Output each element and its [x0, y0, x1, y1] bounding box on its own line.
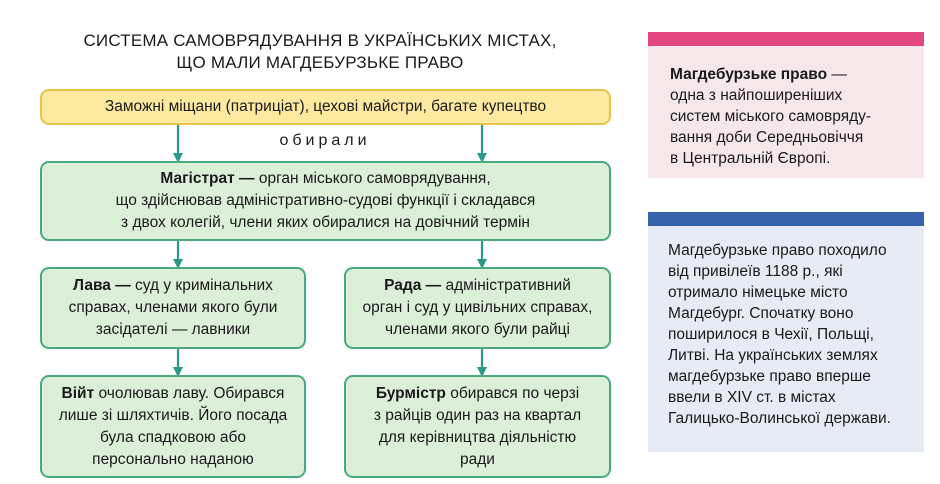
- burmistr-line-3: для керівництва діяльністю: [378, 428, 577, 446]
- magistrat-line-3: з двох колегій, члени яких обиралися на довічний термін: [121, 214, 530, 231]
- history-line-9: Галицько-Волинської держави.: [668, 410, 891, 427]
- burmistr-line-4: ради: [460, 450, 495, 468]
- history-line-1: Магдебурзьке право походило: [668, 242, 887, 259]
- lava-term: Лава —: [73, 277, 131, 294]
- lava-box: [40, 267, 306, 349]
- diagram-title-line-2: ЩО МАЛИ МАГДЕБУРЗЬКЕ ПРАВО: [176, 53, 464, 72]
- lava-line-1: Лава — суд у кримінальних: [73, 277, 273, 294]
- definition-line-3: систем міського самоврядy-: [670, 108, 872, 125]
- magistrat-line-2: що здійснював адміністративно-судові функції і складався: [115, 192, 536, 209]
- rada-line-2: орган і суд у цивільних справах,: [362, 299, 593, 316]
- history-line-6: Литві. На українських землях: [668, 347, 878, 364]
- definition-line-4: вання доби Середньовіччя: [670, 129, 864, 146]
- definition-term: Магдебурзьке право: [670, 66, 828, 83]
- elect-label: обирали: [279, 132, 371, 149]
- history-line-4: Магдебург. Спочатку воно: [668, 305, 854, 322]
- lava-line-2: справах, членами якого були: [68, 299, 278, 316]
- viyt-line-1: Війт очолював лаву. Обирався: [61, 384, 285, 402]
- burmistr-box: [344, 375, 611, 478]
- lava-line-3: засідателі — лавники: [95, 321, 251, 338]
- definition-note: [648, 32, 924, 178]
- rada-line-3: членами якого були райці: [385, 321, 570, 338]
- viyt-line-2: лише зі шляхтичів. Його посада: [58, 406, 288, 424]
- viyt-line-4: персонально наданою: [92, 450, 254, 468]
- rada-box: [344, 267, 611, 349]
- rada-line-1: Рада — адміністративний: [384, 277, 571, 294]
- viyt-line-3: була спадковою або: [99, 428, 247, 446]
- history-line-3: отримало німецьке місто: [668, 284, 848, 301]
- history-note: [648, 212, 924, 452]
- history-line-5: поширилося в Чехії, Польщі,: [668, 326, 874, 343]
- burmistr-line-1: Бурмістр обирався по черзі: [375, 384, 580, 402]
- definition-line-1: Магдебурзьке право —: [670, 66, 847, 83]
- history-line-8: ввели в XIV ст. в містах: [668, 389, 836, 406]
- magistrat-box: [40, 161, 611, 241]
- viyt-term: Війт: [61, 384, 95, 402]
- diagram-title-line-1: СИСТЕМА САМОВРЯДУВАННЯ В УКРАЇНСЬКИХ МІСТАХ,: [83, 31, 557, 50]
- definition-line-2: одна з найпоширеніших: [670, 87, 843, 104]
- definition-line-5: в Центральній Європі.: [670, 150, 831, 167]
- electors-box: [40, 89, 611, 125]
- burmistr-line-2: з райців один раз на квартал: [373, 406, 582, 424]
- history-line-2: від привілеїв 1188 р., які: [668, 263, 843, 280]
- magistrat-line-1: Магістрат — орган міського самоврядування,: [160, 170, 491, 187]
- viyt-box: [40, 375, 306, 478]
- history-line-7: магдебурзьке право вперше: [668, 368, 871, 385]
- magistrat-term: Магістрат —: [160, 170, 255, 187]
- rada-term: Рада —: [384, 277, 442, 294]
- burmistr-term: Бурмістр: [375, 384, 446, 402]
- electors-text: Заможні міщани (патриціат), цехові майстри, багате купецтво: [104, 98, 547, 115]
